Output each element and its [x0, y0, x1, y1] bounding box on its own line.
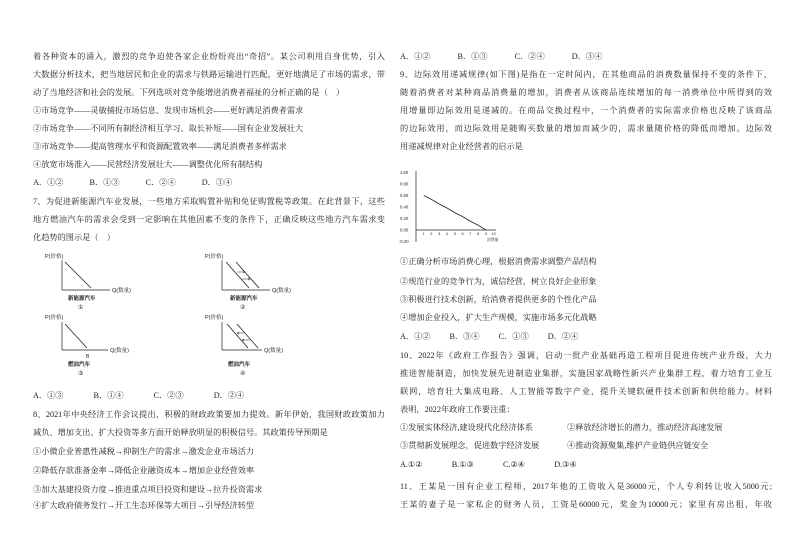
demand-curve: [65, 324, 87, 348]
marginal-utility-chart: [398, 165, 506, 247]
q6-choices: [33, 177, 256, 189]
q10-choice-c: C.②④: [502, 460, 526, 469]
q8-choice-c: C．②④: [514, 52, 545, 61]
q9-choice-b: B．③④: [449, 332, 480, 341]
q9-choice-a: A．①②: [400, 332, 431, 341]
shift-arrow: [242, 278, 250, 280]
x-tick-label: 1: [422, 232, 425, 236]
q6-option: ①市场竞争——灵敏捕捉市场信息、发现市场机会——更好满足消费者需求: [33, 106, 304, 115]
q8-option: ④扩大政府债务发行→开工生态环保等大项目→引导经济转型: [33, 501, 255, 510]
x-tick-label: 9: [484, 232, 488, 236]
x-tick-label: 10: [491, 232, 496, 236]
q9-choices: [400, 331, 595, 343]
q9-option: ①正确分析市场消费心理，根据消费需求调整产品结构: [400, 257, 597, 266]
demand-curve-shifted: [236, 262, 259, 288]
demand-curve: [65, 262, 91, 288]
graph-caption: 燃油汽车: [68, 362, 91, 368]
q6-stem-line: 动了当地经济和社会的发展。下列选项对竞争能增进消费者福祉的分析正确的是（ ）: [33, 88, 345, 97]
q7-stem-line: 7、为促进新能源汽车业发展，一些地方采取购置补贴和免征购置税等政策。在此背景下，这些: [33, 197, 385, 206]
x-tick-label: 4: [445, 232, 449, 236]
q6-choice-b: B．①③: [89, 178, 120, 187]
quantity-axis-label: Q(数量): [264, 348, 283, 354]
q10-stem-line: 推进智能制造，加快发展先进制造业集群，实施国家战略性新兴产业集群工程，着力培育工业互: [400, 369, 772, 378]
q10-option: ③贯彻新发展理念，促进数字经济发展: [400, 441, 540, 450]
q9-stem-line: 用递减规律对企业经营者的启示是: [400, 142, 523, 151]
quantity-axis-label: Q(数量): [272, 288, 291, 294]
q11-stem-line: 王某的妻子是一家私企的财务人员，工资是60000元，奖金为10000元；家里有房出租，年收: [400, 500, 772, 509]
q10-option: ④推动资源聚集,维护产业链供应链安全: [567, 441, 709, 450]
q7-graph-4: [205, 313, 283, 377]
q11-stem-line: 11、王某是一国有企业工程师，2017年他的工资收入是36000元，个人专利转让收入5000元;: [400, 482, 772, 491]
shift-arrow: [242, 339, 250, 341]
q10-stem-line: 联网，培育壮大集成电路、人工智能等数字产业，提升关键软硬件技术创新和供给能力。材料: [400, 387, 772, 396]
demand-curve-original: [226, 262, 249, 288]
q10-option: ①发展实体经济,建设现代化经济体系: [400, 423, 534, 432]
q9-choice-c: C．①③: [498, 332, 529, 341]
q6-stem-line: 大数据分析技术，把当地居民和企业的需求与铁路运输进行匹配，更好地满足了市场的需求，带: [33, 70, 385, 79]
q10-choice-b: B.①③: [451, 460, 474, 469]
q9-option: ②规范行业的竞争行为，诚信经营，树立良好企业形象: [400, 277, 597, 286]
q10-choice-a: A.①②: [400, 460, 423, 469]
demand-curve-original: [237, 324, 258, 348]
y-tick-label: -0.20: [399, 239, 409, 244]
x-tick-label: 6: [461, 232, 464, 236]
y-tick-label: 0.20: [400, 216, 409, 221]
point-label: B: [86, 354, 90, 360]
q10-stem-line: 10、2022年《政府工作报告》强调，启动一批产业基础再造工程项目促进传统产业升级，大力: [400, 351, 772, 360]
q8-choice-d: D．③④: [571, 52, 603, 61]
q7-graph-2: [205, 252, 291, 311]
shift-arrow: [237, 271, 245, 273]
q9-option: ④增加企业投入，扩大生产规模，实施市场多元化战略: [400, 313, 597, 322]
q9-stem-line: 9、边际效用递减规律(如下图)是指在一定时间内，在其他商品的消费数量保持不变的条件下，: [400, 70, 772, 79]
q10-choice-d: D.③④: [554, 460, 577, 469]
graph-caption: 新能源汽车: [68, 296, 96, 302]
q8-choice-b: B．①③: [457, 52, 488, 61]
q8-option: ②降低存款准备金率→降低企业融资成本→增加企业经营效率: [33, 466, 255, 475]
y-tick-label: 0.60: [400, 193, 409, 198]
q6-option: ③市场竞争——提高管理水平和资源配置效率——满足消费者多样需求: [33, 142, 287, 151]
q10-choices: [400, 459, 604, 471]
x-tick-label: 2: [430, 232, 433, 236]
quantity-axis-label: Q(数量): [110, 348, 129, 354]
price-axis-label: P(价格): [45, 315, 64, 321]
price-axis-label: P(价格): [45, 254, 64, 260]
q9-choice-d: D．②④: [547, 332, 579, 341]
x-tick-label: 8: [477, 232, 480, 236]
q7-choice-a: A．①③: [33, 391, 64, 400]
q8-stem-line: 减负、增加支出、扩大投资等多方面开始释放明显的积极信号。其政策传导预期是: [33, 428, 328, 437]
q7-choice-d: D．②④: [213, 391, 245, 400]
price-axis-label: P(价格): [205, 315, 224, 321]
q7-choice-b: B．①④: [93, 391, 124, 400]
q6-option: ②市场竞争——不同所有制经济相互学习、取长补短——国有企业发展壮大: [33, 124, 304, 133]
q7-graph-3: [45, 313, 129, 377]
graph-caption: 燃油汽车: [228, 362, 251, 368]
q7-stem-line: 化趋势的图示是（ ）: [33, 233, 115, 242]
q8-stem-line: 8、2021年中央经济工作会议提出，积极的财政政策要加力提效。新年伊始，我国财政政策加力: [33, 410, 385, 419]
x-tick-label: 5: [453, 232, 456, 236]
x-axis-label: 消费量: [487, 238, 499, 242]
graph-number: ①: [78, 305, 84, 311]
price-axis-label: P(价格): [205, 254, 224, 260]
q8-option: ①小微企业普惠性减税→抑制生产的需求→激发企业市场活力: [33, 447, 255, 456]
graph-number: ②: [240, 305, 246, 311]
x-tick-label: 3: [438, 232, 441, 236]
graph-caption: 新能源汽车: [230, 296, 258, 302]
q10-option: ②释放经济增长的潜力，推动经济高速发展: [567, 423, 723, 432]
q6-option: ④放宽市场准入——民营经济发展壮大——调整优化所有制结构: [33, 160, 263, 169]
y-tick-label: 0.00: [400, 227, 409, 233]
q10-stem-line: 表明，2022年政府工作要注重：: [400, 405, 515, 414]
right-column: [397, 0, 794, 560]
q9-option: ③积极进行技术创新，给消费者提供更多的个性化产品: [400, 295, 597, 304]
q9-stem-line: 用增量即边际效用是递减的。在商品交换过程中，一个消费者的实际需求价格也反映了该商品: [400, 106, 772, 115]
graph-number: ④: [240, 371, 246, 377]
y-tick-label: 0.40: [400, 204, 409, 210]
demand-curve-shifted: [227, 324, 248, 348]
q6-choice-a: A．①②: [33, 178, 64, 187]
q9-stem-line: 随着消费者对某种商品消费量的增加，消费者从该商品连续增加的每一消费单位中所得到的效: [400, 88, 772, 97]
q7-stem-line: 地方燃油汽车的需求会受到一定影响在其他因素不变的条件下，正确反映这些地方汽车需求变: [33, 215, 385, 224]
q7-choice-c: C．②③: [153, 391, 184, 400]
q6-stem-line: 着各种资本的涌入，激烈的竞争迫使各家企业纷纷亮出“奇招”。某公司利用自身优势，引入: [33, 52, 385, 61]
y-tick-label: 1.00: [400, 170, 409, 175]
q9-stem-line: 的边际效用，而边际效用是随购买数量的增加而减少的，需求量随价格的降低而增加。边际效: [400, 124, 772, 133]
q7-graphs: [40, 248, 300, 380]
q7-choices: [33, 390, 272, 402]
q8-choices: [400, 51, 627, 63]
marginal-utility-line: [424, 196, 486, 231]
q7-graph-1: [45, 252, 131, 311]
q6-choice-c: C．②④: [145, 178, 176, 187]
x-tick-label: 7: [469, 232, 472, 236]
q6-choice-d: D．③④: [201, 178, 233, 187]
q8-option: ③加大基建投资力度→推进重点项目投资和建设→拉升投资需求: [33, 485, 263, 494]
graph-number: ③: [78, 371, 84, 377]
quantity-axis-label: Q(数量): [112, 288, 131, 294]
y-tick-label: 0.80: [400, 181, 409, 187]
q8-choice-a: A．①②: [400, 52, 431, 61]
